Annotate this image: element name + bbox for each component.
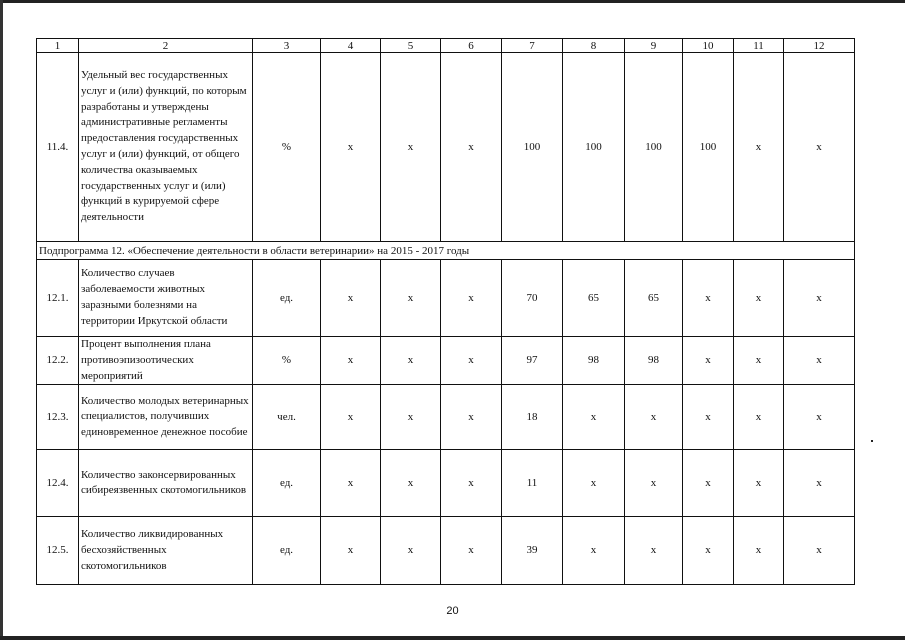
value-cell: х [321, 337, 381, 385]
row-number: 11.4. [37, 53, 79, 242]
value-cell: х [625, 450, 683, 517]
value-cell: 70 [502, 260, 563, 337]
value-cell: х [784, 517, 855, 585]
column-number: 9 [625, 39, 683, 53]
value-cell: 98 [625, 337, 683, 385]
indicator-name: Удельный вес государственных услуг и (или) функций, по которым разработаны и утверждены административные регламенты предоставления государственных услуг и (или) функций, от общего количества оказываемых государственных услуг и (или) функций в курируемой сфере деятельности [79, 53, 253, 242]
column-number: 12 [784, 39, 855, 53]
page-edge-top [0, 0, 905, 3]
value-cell: х [683, 450, 734, 517]
value-cell: х [683, 517, 734, 585]
column-number: 11 [734, 39, 784, 53]
value-cell: х [784, 53, 855, 242]
column-number: 2 [79, 39, 253, 53]
column-number: 6 [441, 39, 502, 53]
column-number: 5 [381, 39, 441, 53]
value-cell: х [734, 385, 784, 450]
value-cell: х [441, 53, 502, 242]
indicators-table [36, 38, 855, 585]
value-cell: х [441, 260, 502, 337]
value-cell: 100 [625, 53, 683, 242]
value-cell: 11 [502, 450, 563, 517]
table-row [37, 385, 855, 450]
value-cell: х [381, 385, 441, 450]
row-number: 12.5. [37, 517, 79, 585]
row-number: 12.2. [37, 337, 79, 385]
value-cell: х [321, 53, 381, 242]
value-cell: х [784, 385, 855, 450]
value-cell: х [441, 337, 502, 385]
table-row [37, 260, 855, 337]
column-number: 4 [321, 39, 381, 53]
value-cell: х [734, 337, 784, 385]
value-cell: х [734, 260, 784, 337]
value-cell: 65 [563, 260, 625, 337]
value-cell: х [784, 450, 855, 517]
value-cell: х [563, 517, 625, 585]
table-row [37, 53, 855, 242]
value-cell: х [683, 385, 734, 450]
unit-cell: ед. [253, 260, 321, 337]
value-cell: 100 [502, 53, 563, 242]
value-cell: х [563, 450, 625, 517]
subprogram-title: Подпрограмма 12. «Обеспечение деятельности в области ветеринарии» на 2015 - 2017 годы [37, 242, 855, 260]
column-number: 8 [563, 39, 625, 53]
table-row [37, 450, 855, 517]
page-number: 20 [446, 605, 459, 617]
value-cell: х [734, 450, 784, 517]
value-cell: 98 [563, 337, 625, 385]
indicator-name: Количество молодых ветеринарных специалистов, получивших единовременное денежное пособие [79, 385, 253, 450]
value-cell: х [683, 337, 734, 385]
value-cell: х [441, 517, 502, 585]
value-cell: 100 [563, 53, 625, 242]
scan-dot [871, 440, 873, 442]
unit-cell: % [253, 53, 321, 242]
unit-cell: ед. [253, 517, 321, 585]
value-cell: х [734, 53, 784, 242]
value-cell: 97 [502, 337, 563, 385]
value-cell: х [563, 385, 625, 450]
indicator-name: Количество законсервированных сибиреязвенных скотомогильников [79, 450, 253, 517]
row-number: 12.1. [37, 260, 79, 337]
value-cell: х [441, 450, 502, 517]
value-cell: х [321, 260, 381, 337]
value-cell: х [381, 517, 441, 585]
column-number-row [37, 39, 855, 53]
value-cell: х [441, 385, 502, 450]
row-number: 12.4. [37, 450, 79, 517]
value-cell: х [683, 260, 734, 337]
value-cell: х [321, 450, 381, 517]
value-cell: 65 [625, 260, 683, 337]
unit-cell: % [253, 337, 321, 385]
column-number: 10 [683, 39, 734, 53]
column-number: 7 [502, 39, 563, 53]
value-cell: х [321, 517, 381, 585]
page-edge-bottom [0, 636, 905, 640]
indicator-name: Процент выполнения плана противоэпизоотических мероприятий [79, 337, 253, 385]
row-number: 12.3. [37, 385, 79, 450]
page-edge-left [0, 0, 3, 640]
value-cell: х [625, 517, 683, 585]
value-cell: х [381, 53, 441, 242]
column-number: 1 [37, 39, 79, 53]
table-row [37, 517, 855, 585]
value-cell: х [321, 385, 381, 450]
value-cell: х [381, 450, 441, 517]
value-cell: х [784, 260, 855, 337]
value-cell: 18 [502, 385, 563, 450]
value-cell: х [784, 337, 855, 385]
value-cell: 39 [502, 517, 563, 585]
unit-cell: чел. [253, 385, 321, 450]
value-cell: х [381, 337, 441, 385]
value-cell: 100 [683, 53, 734, 242]
table-row [37, 337, 855, 385]
subprogram-row [37, 242, 855, 260]
indicator-name: Количество случаев заболеваемости животных заразными болезнями на территории Иркутской области [79, 260, 253, 337]
unit-cell: ед. [253, 450, 321, 517]
column-number: 3 [253, 39, 321, 53]
value-cell: х [734, 517, 784, 585]
indicator-name: Количество ликвидированных бесхозяйственных скотомогильников [79, 517, 253, 585]
value-cell: х [625, 385, 683, 450]
value-cell: х [381, 260, 441, 337]
